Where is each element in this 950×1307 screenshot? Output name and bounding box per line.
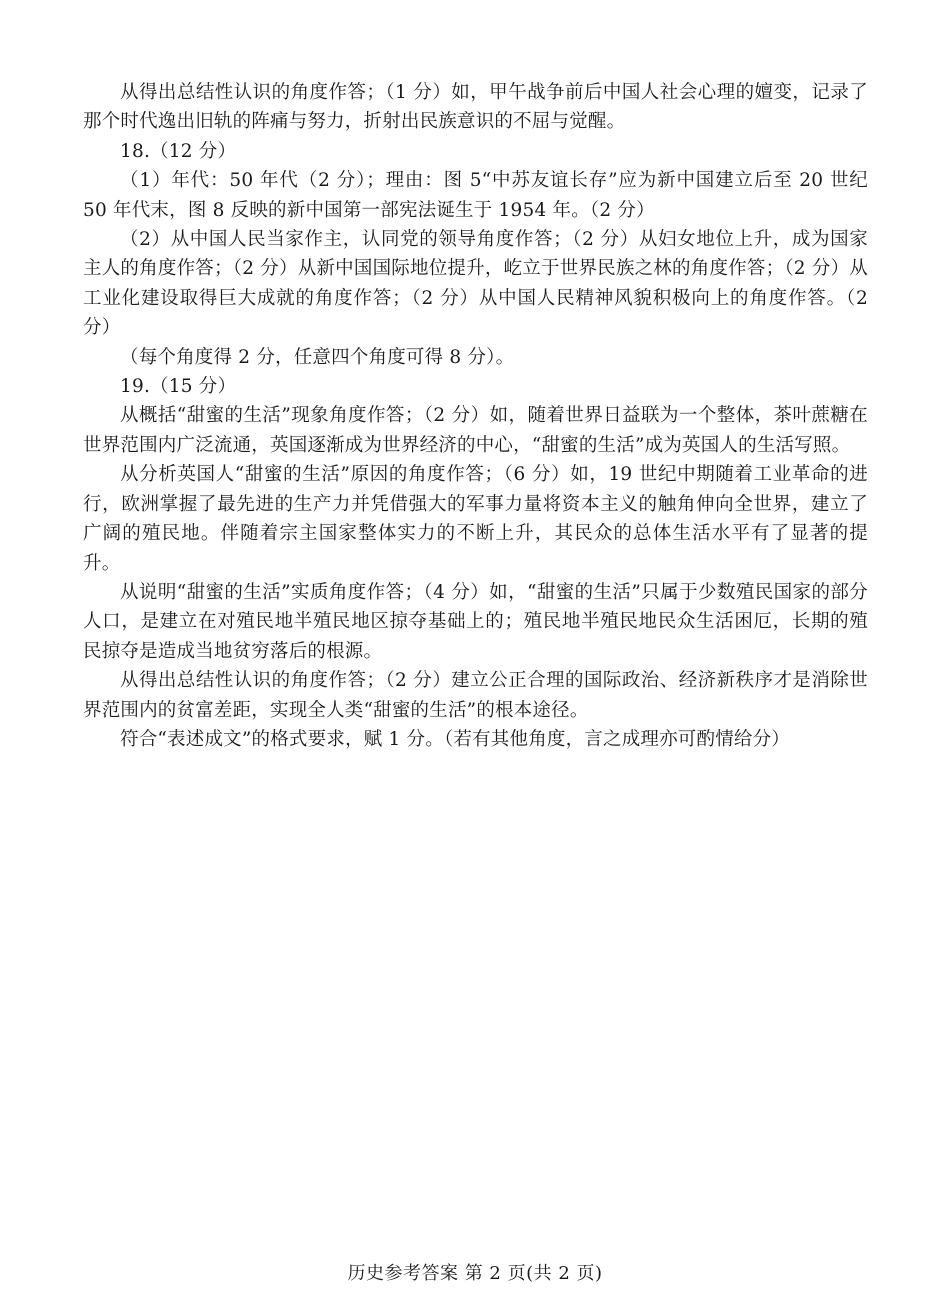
question-19-angle-analyze: 从分析英国人“甜蜜的生活”原因的角度作答；（6 分）如，19 世纪中期随着工业革命的进行，欧洲掌握了最先进的生产力并凭借强大的军事力量将资本主义的触角伸向全世界，建立了广阔的殖民地。伴随着宗主国家整体实力的不断上升，其民众的总体生活水平有了显著的提升。 bbox=[83, 464, 868, 574]
question-18-heading: 18.（12 分） bbox=[120, 140, 237, 162]
question-19-format-note: 符合“表述成文”的格式要求，赋 1 分。（若有其他角度，言之成理亦可酌情给分） bbox=[120, 728, 790, 750]
question-19-angle-conclusion: 从得出总结性认识的角度作答；（2 分）建立公正合理的国际政治、经济新秩序才是消除世界范围内的贫富差距，实现全人类“甜蜜的生活”的根本途径。 bbox=[83, 670, 868, 721]
question-19-angle-essence: 从说明“甜蜜的生活”实质角度作答；（4 分）如，“甜蜜的生活”只属于少数殖民国家的部分人口，是建立在对殖民地半殖民地区掠夺基础上的；殖民地半殖民地民众生活困厄，长期的殖民掠夺是造成当地贫穷落后的根源。 bbox=[83, 581, 868, 662]
paragraph-summary-answer-17: 从得出总结性认识的角度作答；（1 分）如，甲午战争前后中国人社会心理的嬗变，记录了那个时代逸出旧轨的阵痛与努力，折射出民族意识的不屈与觉醒。 bbox=[83, 82, 868, 133]
question-18-part-2: （2）从中国人民当家作主，认同党的领导角度作答；（2 分）从妇女地位上升，成为国家主人的角度作答；（2 分）从新中国国际地位提升，屹立于世界民族之林的角度作答；（2 分）从工业化建设取得巨大成就的角度作答；（2 分）从中国人民精神风貌积极向上的角度作答。（2 分） bbox=[83, 229, 868, 339]
answer-page-body bbox=[83, 78, 868, 754]
question-19-angle-summarize: 从概括“甜蜜的生活”现象角度作答；（2 分）如，随着世界日益联为一个整体，茶叶蔗糖在世界范围内广泛流通，英国逐渐成为世界经济的中心，“甜蜜的生活”成为英国人的生活写照。 bbox=[83, 405, 868, 456]
page-footer: 历史参考答案 第 2 页(共 2 页) bbox=[347, 1263, 603, 1284]
question-18-scoring-note: （每个角度得 2 分，任意四个角度可得 8 分）。 bbox=[120, 346, 515, 368]
question-19-heading: 19.（15 分） bbox=[120, 376, 237, 398]
question-18-part-1: （1）年代：50 年代（2 分）；理由：图 5“中苏友谊长存”应为新中国建立后至 20 世纪 50 年代末，图 8 反映的新中国第一部宪法诞生于 1954 年。（2 分） bbox=[83, 170, 868, 221]
